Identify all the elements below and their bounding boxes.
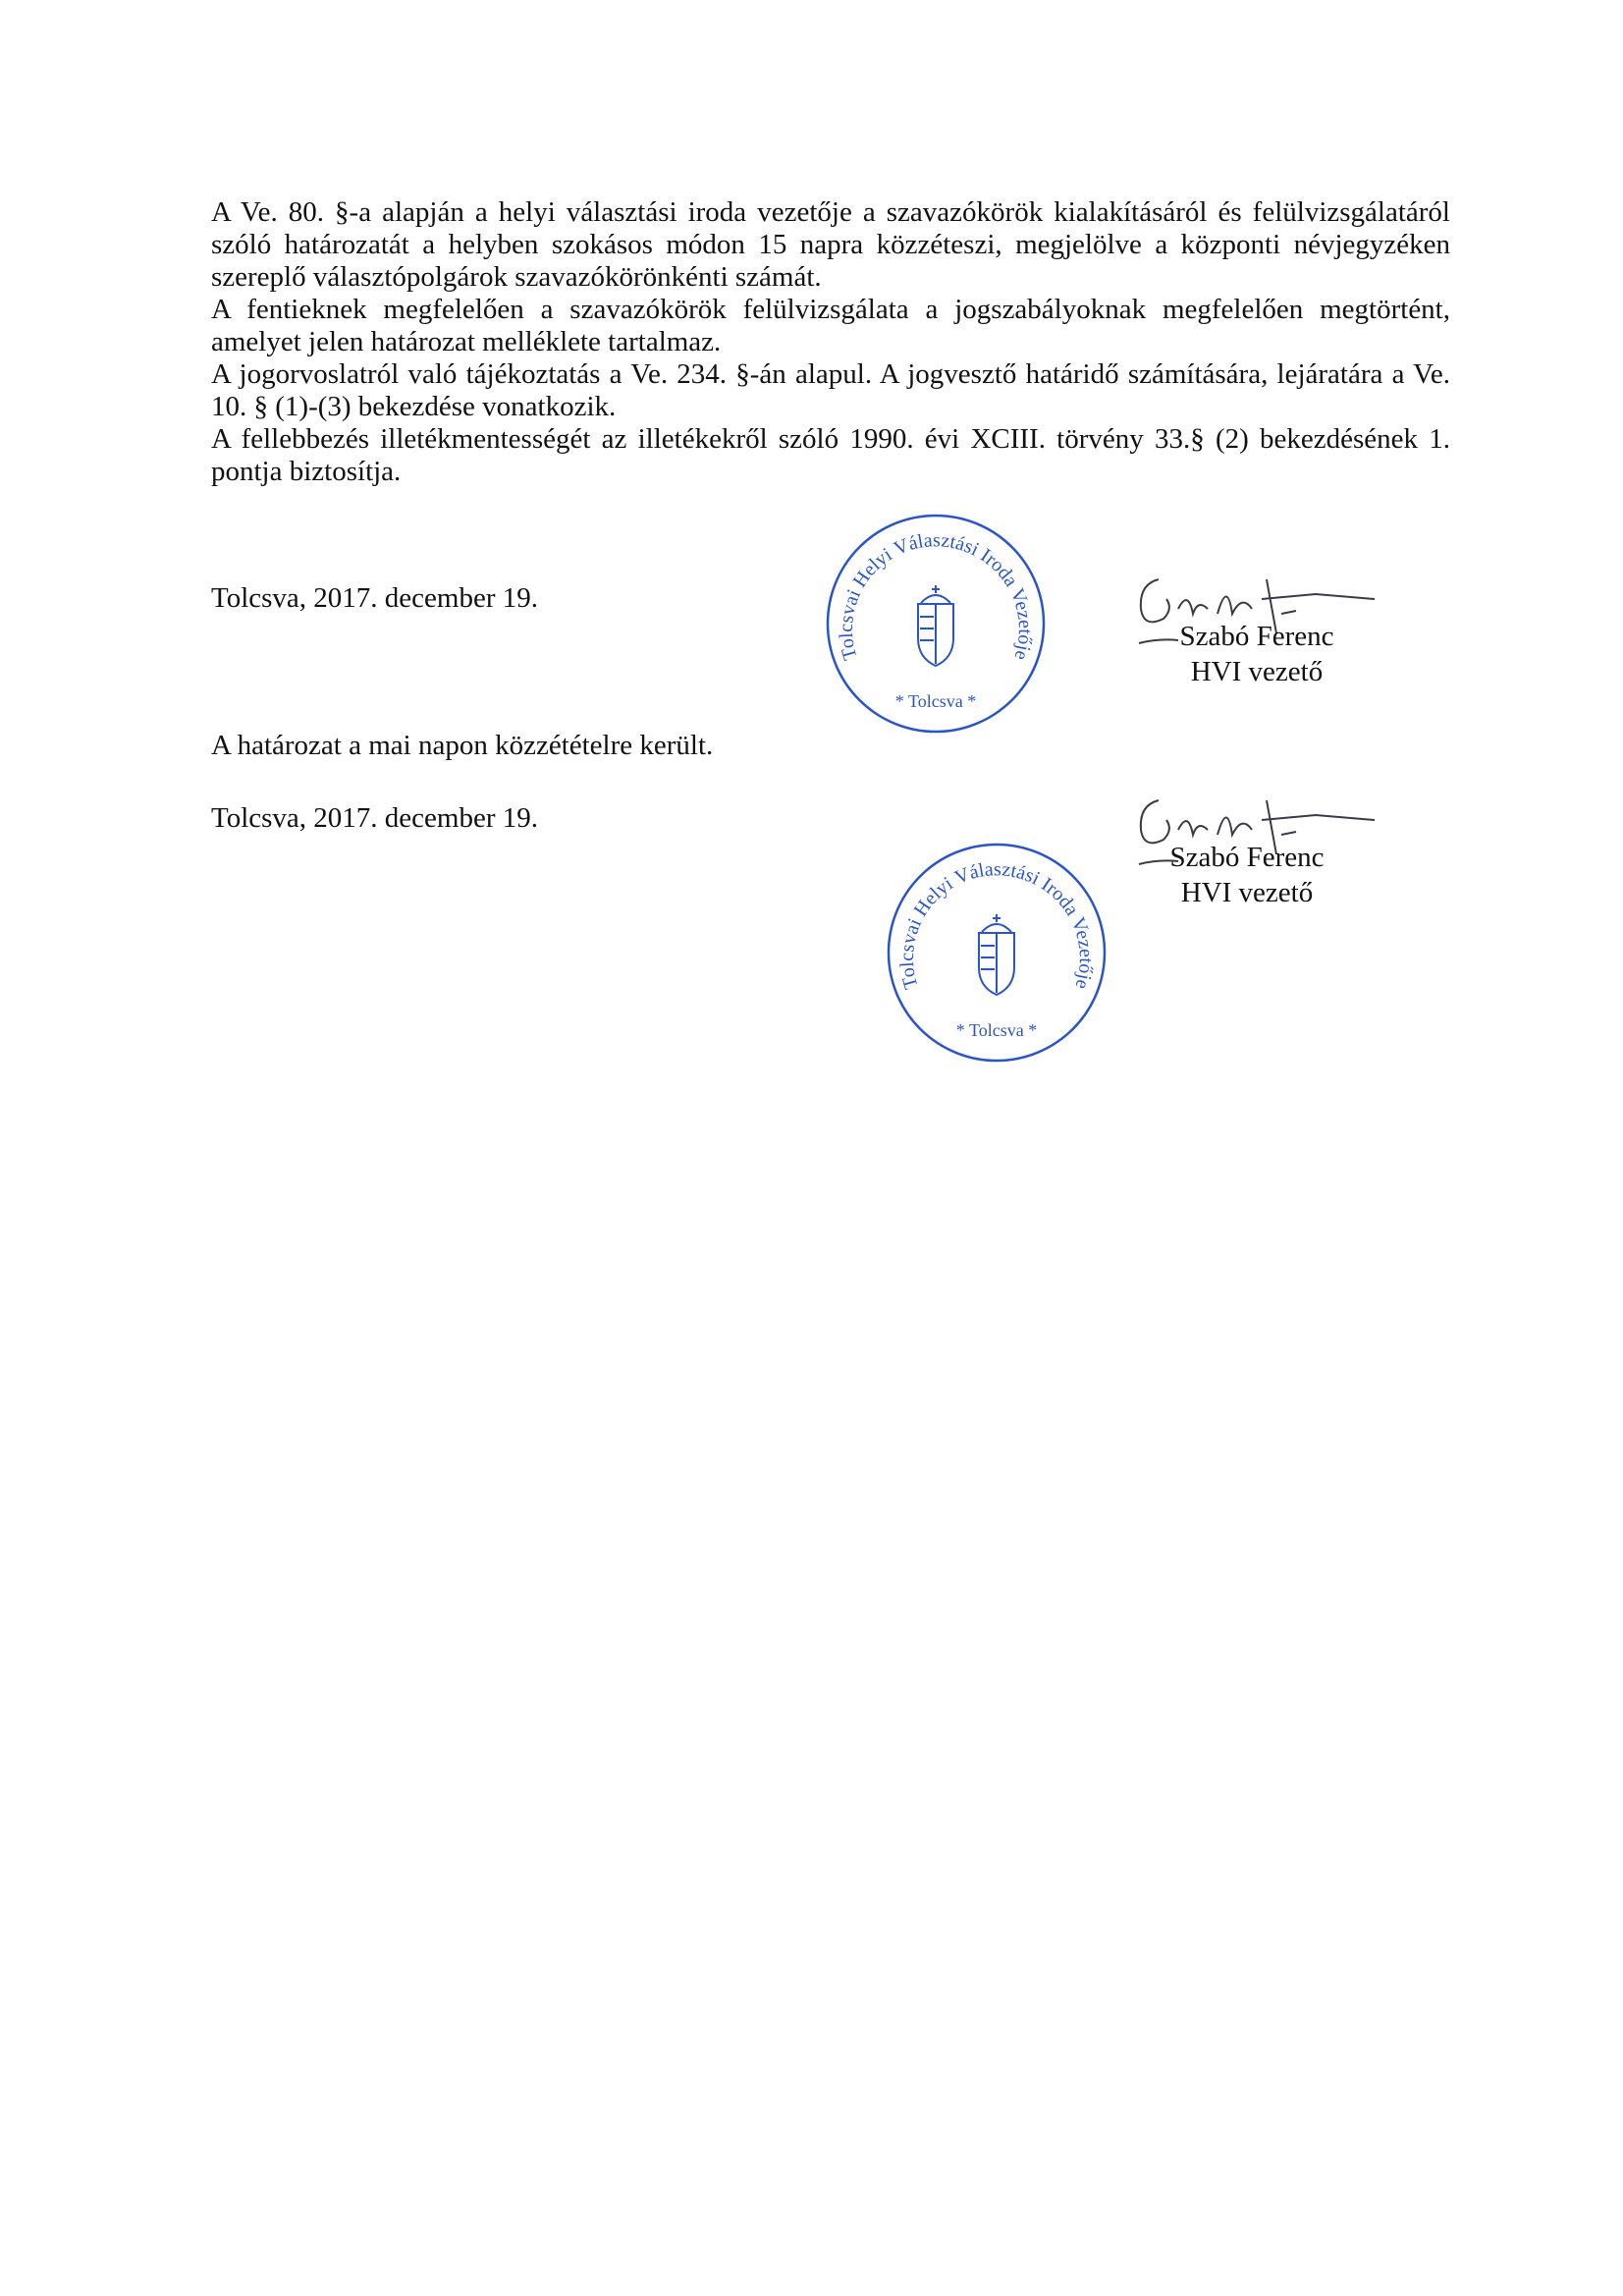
- coat-of-arms-icon: [918, 585, 953, 666]
- signature-block-first: [1139, 619, 1375, 689]
- date-line-second: Tolcsva, 2017. december 19.: [211, 802, 538, 834]
- official-stamp-first: [813, 501, 1058, 746]
- signatory-name: Szabó Ferenc: [1169, 842, 1325, 873]
- publication-note: A határozat a mai napon közzétételre került.: [211, 730, 714, 761]
- stamp-bottom-text: * Tolcsva *: [894, 691, 977, 711]
- signatory-name: Szabó Ferenc: [1179, 621, 1334, 652]
- official-stamp-second: [874, 830, 1119, 1075]
- paragraph-review: A fentieknek megfelelően a szavazókörök felülvizsgálata a jogszabályoknak megfelelően megtörtént, amelyet jelen határozat melléklete tartalmaz.: [211, 294, 1450, 357]
- signatory-title: HVI vezető: [1190, 656, 1324, 687]
- signature-block-second: [1129, 840, 1365, 910]
- paragraph-remedy: A jogorvoslatról való tájékoztatás a Ve. 234. §-án alapul. A jogvesztő határidő számítására, lejáratára a Ve. 10. § (1)-(3) bekezdése vonatkozik.: [211, 358, 1450, 422]
- signatory-title: HVI vezető: [1180, 877, 1314, 908]
- stamp-arc-text: Tolcsvai Helyi Választási Iroda Vezetője: [835, 529, 1037, 663]
- date-line-first: Tolcsva, 2017. december 19.: [211, 582, 538, 614]
- paragraph-fee-exemption: A fellebbezés illetékmentességét az illetékekről szóló 1990. évi XCIII. törvény 33.§ (2) bekezdésének 1. pontja biztosítja.: [211, 423, 1450, 487]
- document-body: [211, 196, 1450, 488]
- stamp-arc-text: Tolcsvai Helyi Választási Iroda Vezetője: [895, 858, 1098, 992]
- paragraph-legal-basis: A Ve. 80. §-a alapján a helyi választási iroda vezetője a szavazókörök kialakításáról és felülvizsgálatáról szóló határozatát a helyben szokásos módon 15 napra közzéteszi, megjelölve a központi névjegyzéken szereplő választópolgárok szavazókörönkénti számát.: [211, 196, 1450, 293]
- coat-of-arms-icon: [979, 914, 1014, 995]
- stamp-bottom-text: * Tolcsva *: [955, 1020, 1038, 1040]
